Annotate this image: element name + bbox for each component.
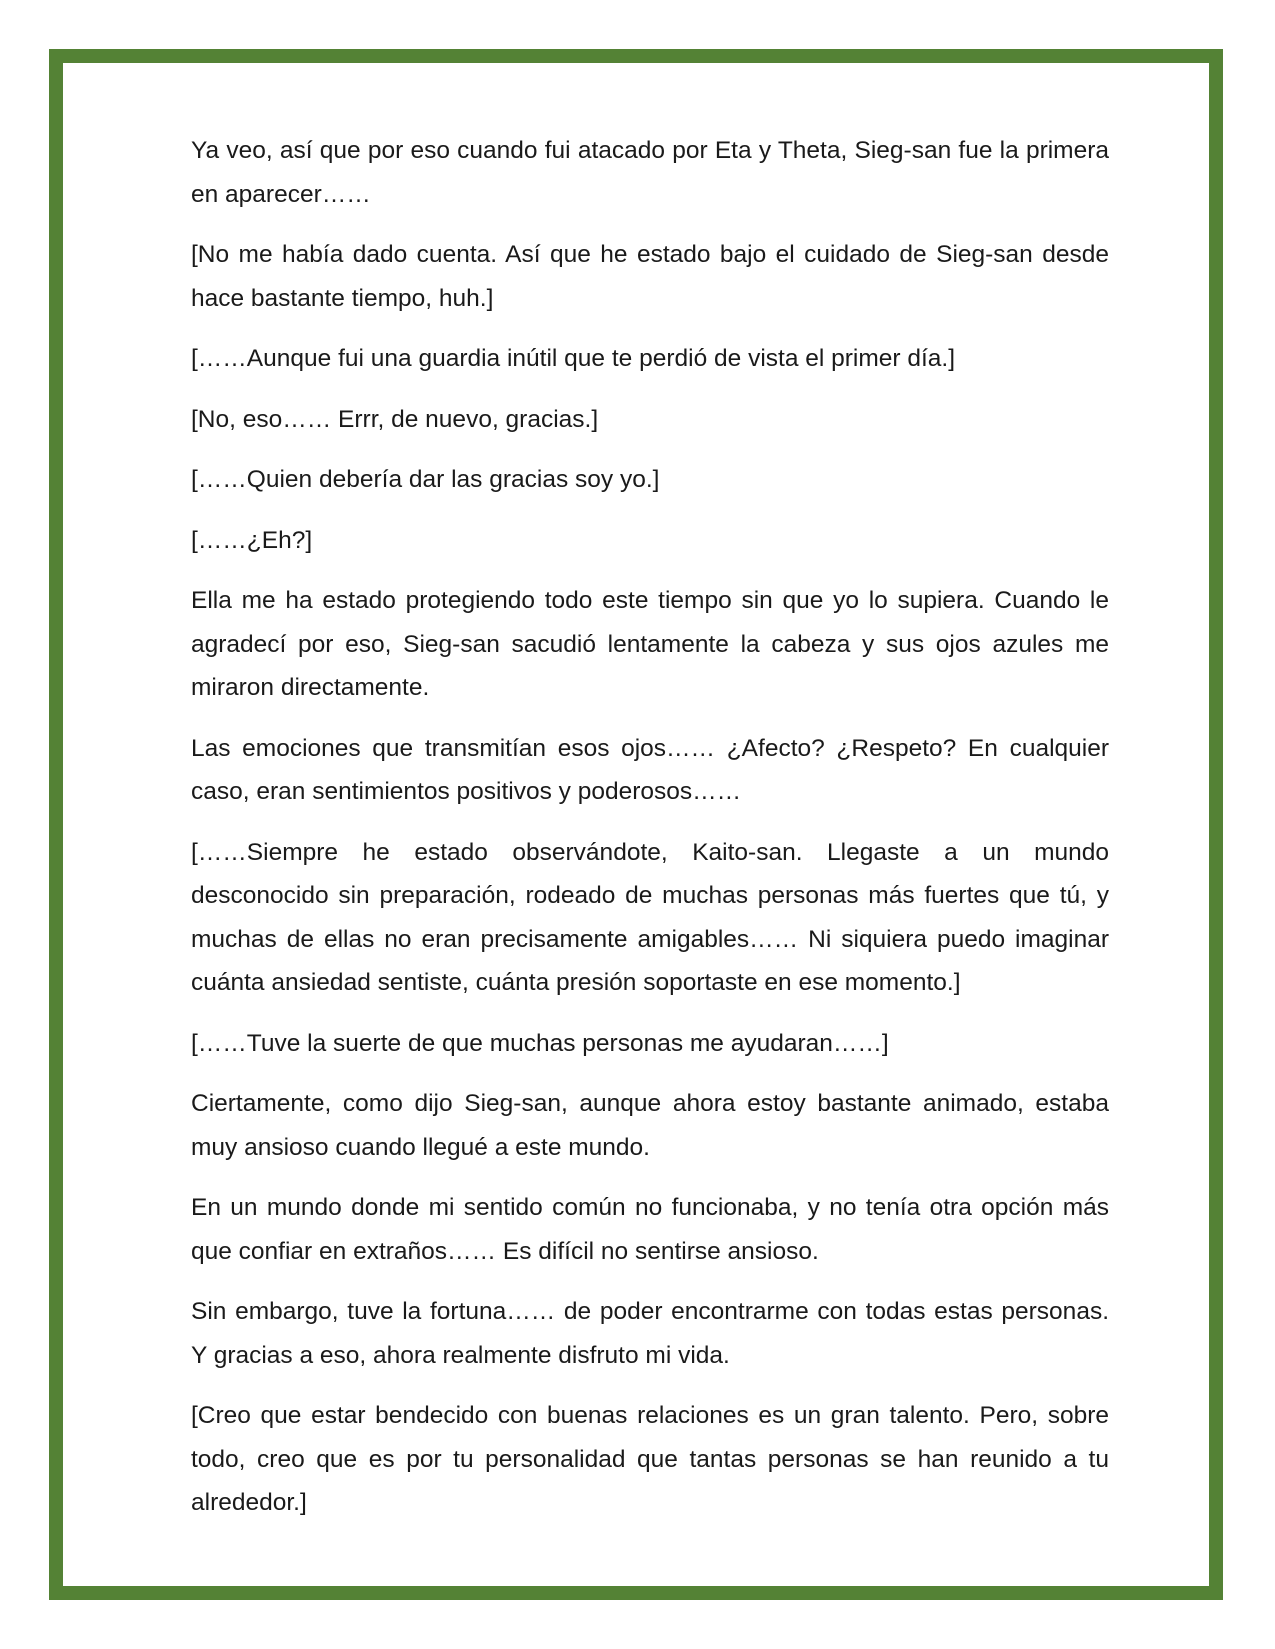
document-body: [191, 129, 1109, 1542]
paragraph: Ella me ha estado protegiendo todo este tiempo sin que yo lo supiera. Cuando le agradecí por eso, Sieg-san sacudió lentamente la cabeza y sus ojos azules me miraron directamente.: [191, 587, 1109, 701]
paragraph: [No, eso…… Errr, de nuevo, gracias.]: [191, 405, 599, 433]
paragraph: [……¿Eh?]: [191, 526, 313, 554]
paragraph: Las emociones que transmitían esos ojos…… ¿Afecto? ¿Respeto? En cualquier caso, eran sentimientos positivos y poderosos……: [191, 734, 1109, 805]
paragraph: Ya veo, así que por eso cuando fui atacado por Eta y Theta, Sieg-san fue la primera en aparecer……: [191, 137, 1109, 208]
paragraph: Sin embargo, tuve la fortuna…… de poder encontrarme con todas estas personas. Y gracias a eso, ahora realmente disfruto mi vida.: [191, 1298, 1109, 1369]
paragraph: [……Tuve la suerte de que muchas personas me ayudaran……]: [191, 1029, 889, 1057]
paragraph: [……Quien debería dar las gracias soy yo.]: [191, 466, 660, 493]
paragraph: En un mundo donde mi sentido común no funcionaba, y no tenía otra opción más que confiar en extraños…… Es difícil no sentirse ansioso.: [191, 1194, 1109, 1265]
paragraph: [……Siempre he estado observándote, Kaito-san. Llegaste a un mundo desconocido sin preparación, rodeado de muchas personas más fuertes que tú, y muchas de ellas no eran precisamente amigables…… Ni siquiera puedo imaginar cuánta ansiedad sentiste, cuánta presión soportaste en ese momento.]: [191, 838, 1109, 996]
paragraph: [Creo que estar bendecido con buenas relaciones es un gran talento. Pero, sobre todo, creo que es por tu personalidad que tantas personas se han reunido a tu alrededor.]: [191, 1402, 1109, 1516]
paragraph: Ciertamente, como dijo Sieg-san, aunque ahora estoy bastante animado, estaba muy ansioso cuando llegué a este mundo.: [191, 1090, 1109, 1161]
paragraph: [No me había dado cuenta. Así que he estado bajo el cuidado de Sieg-san desde hace bastante tiempo, huh.]: [191, 241, 1109, 312]
page-border-frame: [49, 49, 1223, 1600]
paragraph: [……Aunque fui una guardia inútil que te perdió de vista el primer día.]: [191, 345, 956, 372]
